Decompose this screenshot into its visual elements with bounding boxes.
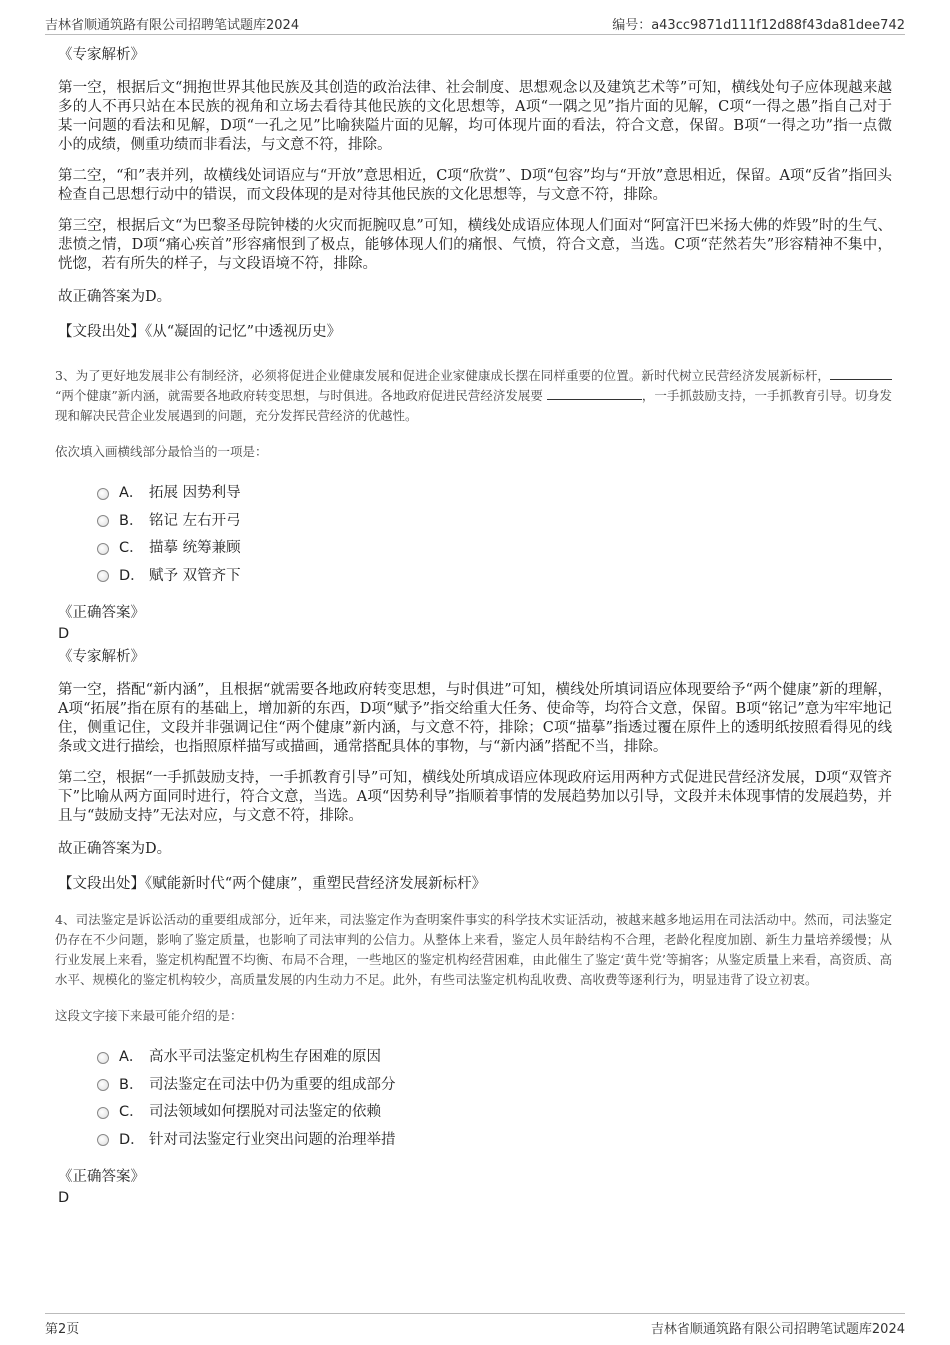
radio-button[interactable]: [97, 488, 109, 500]
question-3-stem: 3、为了更好地发展非公有制经济，必须将促进企业健康发展和促进企业家健康成长摆在同样重要的位置。新时代树立民营经济发展新标杆，“两个健康”新内涵，就需要各地政府转变思想，与时俱进。各地政府促进民营经济发展要 ，一手抓鼓励支持，一手抓教育引导。切身发现和解决民营企业发展遇到的问题，充分发挥民营经济的优越性。: [55, 368, 892, 423]
page-header: [45, 14, 905, 35]
question-3-prompt: 依次填入画横线部分最恰当的一项是：: [55, 444, 268, 459]
option-c[interactable]: C． 描摹 统筹兼顾: [97, 533, 892, 561]
radio-button[interactable]: [97, 1079, 109, 1091]
analysis-paragraph: 第三空，根据后文“为巴黎圣母院钟楼的火灾而扼腕叹息”可知，横线处成语应体现人们面对“阿富汗巴米扬大佛的炸毁”时的生气、悲愤之情，D项“痛心疾首”形容痛恨到了极点，能够体现人们的痛恨、气愤，符合文意，当选。C项“茫然若失”形容精神不集中，恍惚，若有所失的样子，与文段语境不符，排除。: [58, 218, 892, 272]
correct-answer-label: 《正确答案》: [58, 605, 145, 621]
radio-button[interactable]: [97, 570, 109, 582]
expert-analysis-label: 《专家解析》: [58, 649, 145, 665]
correct-answer: D: [58, 1190, 70, 1206]
radio-button[interactable]: [97, 1052, 109, 1064]
radio-button[interactable]: [97, 543, 109, 555]
fill-blank-1: [830, 367, 892, 380]
analysis-paragraph: 第一空，搭配“新内涵”，且根据“就需要各地政府转变思想，与时俱进”可知，横线处所填词语应体现要给予“两个健康”新的理解，A项“拓展”指在原有的基础上，增加新的东西，D项“赋予”指交给重大任务、使命等，均符合文意，保留。B项“铭记”意为牢牢地记住，侧重记住，文段并非强调记住“两个健康”新内涵，与文意不符，排除；C项“描摹”指透过覆在原件上的透明纸按照看得见的线条或文进行描绘，也指照原样描写或描画，通常搭配具体的事物，与“新内涵”搭配不当，排除。: [58, 682, 892, 755]
fill-blank-2: [547, 387, 642, 400]
option-a[interactable]: A． 高水平司法鉴定机构生存困难的原因: [97, 1042, 892, 1070]
text-source: 【文段出处】《赋能新时代“两个健康”，重塑民营经济发展新标杆》: [58, 876, 487, 892]
answer-conclusion: 故正确答案为D。: [58, 841, 172, 857]
expert-analysis-label: 《专家解析》: [58, 47, 145, 63]
footer-title: 吉林省顺通筑路有限公司招聘笔试题库2024: [650, 1322, 905, 1337]
correct-answer: D: [58, 626, 70, 642]
option-d[interactable]: D． 针对司法鉴定行业突出问题的治理举措: [97, 1125, 892, 1153]
answer-conclusion: 故正确答案为D。: [58, 289, 172, 305]
page-content: [55, 46, 892, 1212]
text-source: 【文段出处】《从“凝固的记忆”中透视历史》: [58, 324, 342, 340]
analysis-paragraph: 第二空，“和”表并列，故横线处词语应与“开放”意思相近，C项“欣赏”、D项“包容”均与“开放”意思相近，保留。A项“反省”指回头检查自己思想行动中的错误，而文段体现的是对待其他民族的文化思想等，与文意不符，排除。: [58, 168, 892, 203]
option-a[interactable]: A． 拓展 因势利导: [97, 478, 892, 506]
option-b[interactable]: B． 铭记 左右开弓: [97, 506, 892, 534]
radio-button[interactable]: [97, 1107, 109, 1119]
page-number: 第2页: [45, 1322, 80, 1337]
page-footer: [45, 1313, 905, 1338]
document-code: 编号：a43cc9871d111f12d88f43da81dee742: [612, 18, 905, 33]
question-4-options: [97, 1042, 892, 1152]
correct-answer-label: 《正确答案》: [58, 1169, 145, 1185]
option-c[interactable]: C． 司法领域如何摆脱对司法鉴定的依赖: [97, 1097, 892, 1125]
question-4-stem: 4、司法鉴定是诉讼活动的重要组成部分，近年来，司法鉴定作为查明案件事实的科学技术实证活动，被越来越多地运用在司法活动中。然而，司法鉴定仍存在不少问题，影响了鉴定质量，也影响了司法审判的公信力。从整体上来看，鉴定人员年龄结构不合理，老龄化程度加剧、新生力量培养缓慢；从行业发展上来看，鉴定机构配置不均衡、布局不合理，一些地区的鉴定机构经营困难，由此催生了鉴定‘黄牛党’等掮客；从鉴定质量上来看，高资质、高水平、规模化的鉴定机构较少，高质量发展的内生动力不足。此外，有些司法鉴定机构乱收费、高收费等逐利行为，明显违背了设立初衷。: [55, 912, 892, 987]
question-4-prompt: 这段文字接下来最可能介绍的是：: [55, 1008, 243, 1023]
radio-button[interactable]: [97, 515, 109, 527]
radio-button[interactable]: [97, 1134, 109, 1146]
question-3-options: [97, 478, 892, 588]
option-b[interactable]: B． 司法鉴定在司法中仍为重要的组成部分: [97, 1070, 892, 1098]
header-title: 吉林省顺通筑路有限公司招聘笔试题库2024: [45, 18, 300, 33]
analysis-paragraph: 第二空，根据“一手抓鼓励支持，一手抓教育引导”可知，横线处所填成语应体现政府运用两种方式促进民营经济发展，D项“双管齐下”比喻从两方面同时进行，符合文意，当选。A项“因势利导”指顺着事情的发展趋势加以引导，文段并未体现事情的发展趋势，并且与“鼓励支持”无法对应，与文意不符，排除。: [58, 770, 892, 824]
option-d[interactable]: D． 赋予 双管齐下: [97, 561, 892, 589]
analysis-paragraph: 第一空，根据后文“拥抱世界其他民族及其创造的政治法律、社会制度、思想观念以及建筑艺术等”可知，横线处句子应体现越来越多的人不再只站在本民族的视角和立场去看待其他民族的文化思想等，A项“一隅之见”指片面的见解，C项“一得之愚”指自己对于某一问题的看法和见解，D项“一孔之见”比喻狭隘片面的见解，均可体现片面的看法，符合文意，保留。B项“一得之功”指一点微小的成绩，侧重功绩而非看法，与文意不符，排除。: [58, 80, 892, 153]
